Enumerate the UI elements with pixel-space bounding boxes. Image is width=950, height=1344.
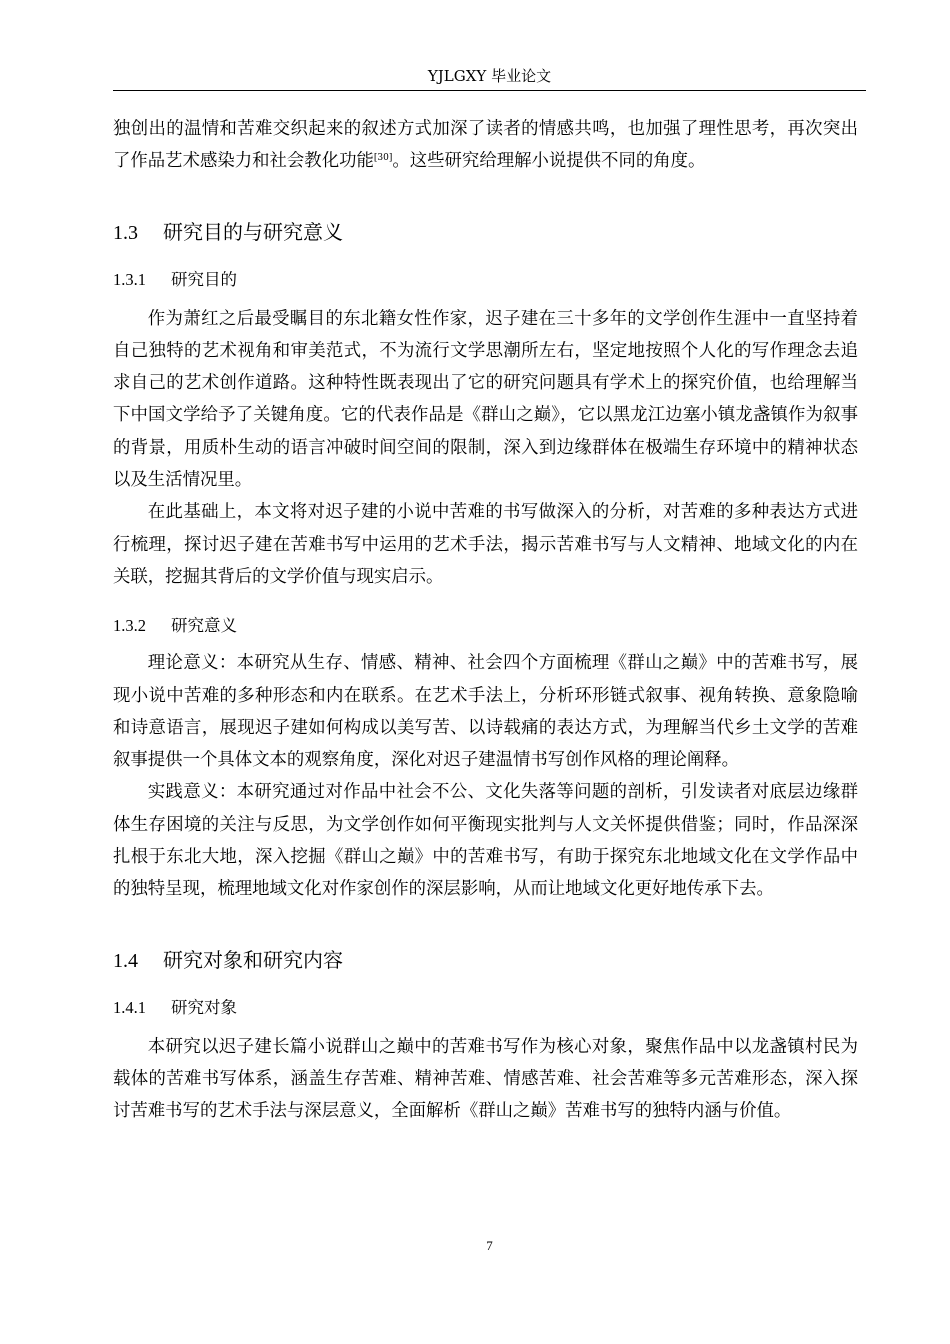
subsection-title: 研究目的 xyxy=(171,269,237,289)
subsection-number: 1.3.1 xyxy=(113,269,146,289)
intro-text-after: 。这些研究给理解小说提供不同的角度。 xyxy=(392,151,706,172)
subsection-title: 研究意义 xyxy=(171,616,237,636)
header-rule xyxy=(113,90,866,91)
subsection-heading-1-3-1 xyxy=(113,269,858,291)
subsection-number: 1.3.2 xyxy=(113,616,146,636)
paragraph: 实践意义：本研究通过对作品中社会不公、文化失落等问题的剖析，引发读者对底层边缘群体生存困境的关注与反思，为文学创作如何平衡现实批判与人文关怀提供借鉴；同时，作品深深扎根于东北大地，深入挖掘《群山之巅》中的苦难书写，有助于探究东北地域文化在文学作品中的独特呈现，梳理地域文化对作家创作的深层影响，从而让地域文化更好地传承下去。 xyxy=(113,782,858,900)
intro-text: 独创出的温情和苦难交织起来的叙述方式加深了读者的情感共鸣，也加强了理性思考，再次突出了作品艺术感染力和社会教化功能 xyxy=(113,119,858,172)
subsection-title: 研究对象 xyxy=(171,997,237,1017)
section-title: 研究目的与研究意义 xyxy=(163,219,343,244)
page-number: 7 xyxy=(486,1238,493,1253)
subsection-heading-1-3-2 xyxy=(113,615,858,637)
paragraph: 理论意义：本研究从生存、情感、精神、社会四个方面梳理《群山之巅》中的苦难书写，展现小说中苦难的多种形态和内在联系。在艺术手法上，分析环形链式叙事、视角转换、意象隐喻和诗意语言，展现迟子建如何构成以美写苦、以诗载痛的表达方式，为理解当代乡土文学的苦难叙事提供一个具体文本的观察角度，深化对迟子建温情书写创作风格的理论阐释。 xyxy=(113,653,858,771)
paragraph: 本研究以迟子建长篇小说群山之巅中的苦难书写作为核心对象，聚焦作品中以龙盏镇村民为载体的苦难书写体系，涵盖生存苦难、精神苦难、情感苦难、社会苦难等多元苦难形态，深入探讨苦难书写的艺术手法与深层意义，全面解析《群山之巅》苦难书写的独特内涵与价值。 xyxy=(113,1036,858,1122)
page-body xyxy=(113,113,858,1128)
section-number: 1.3 xyxy=(113,221,138,244)
paragraph: 在此基础上，本文将对迟子建的小说中苦难的书写做深入的分析，对苦难的多种表达方式进行梳理，探讨迟子建在苦难书写中运用的艺术手法，揭示苦难书写与人文精神、地域文化的内在关联，挖掘其背后的文学价值与现实启示。 xyxy=(113,502,858,587)
running-header: YJLGXY 毕业论文 xyxy=(427,67,552,85)
subsection-heading-1-4-1 xyxy=(113,997,858,1019)
section-heading-1-3 xyxy=(113,219,858,246)
section-heading-1-4 xyxy=(113,947,858,974)
citation-ref: [30] xyxy=(373,153,393,164)
subsection-number: 1.4.1 xyxy=(113,997,146,1017)
section-title: 研究对象和研究内容 xyxy=(163,947,343,972)
section-number: 1.4 xyxy=(113,949,138,972)
intro-paragraph xyxy=(113,113,858,178)
paragraph: 作为萧红之后最受瞩目的东北籍女性作家，迟子建在三十多年的文学创作生涯中一直坚持着自己独特的艺术视角和审美范式，不为流行文学思潮所左右，坚定地按照个人化的写作理念去追求自己的艺术创作道路。这种特性既表现出了它的研究问题具有学术上的探究价值，也给理解当下中国文学给予了关键角度。它的代表作品是《群山之巅》，它以黑龙江边塞小镇龙盏镇作为叙事的背景，用质朴生动的语言冲破时间空间的限制，深入到边缘群体在极端生存环境中的精神状态以及生活情况里。 xyxy=(113,308,858,491)
